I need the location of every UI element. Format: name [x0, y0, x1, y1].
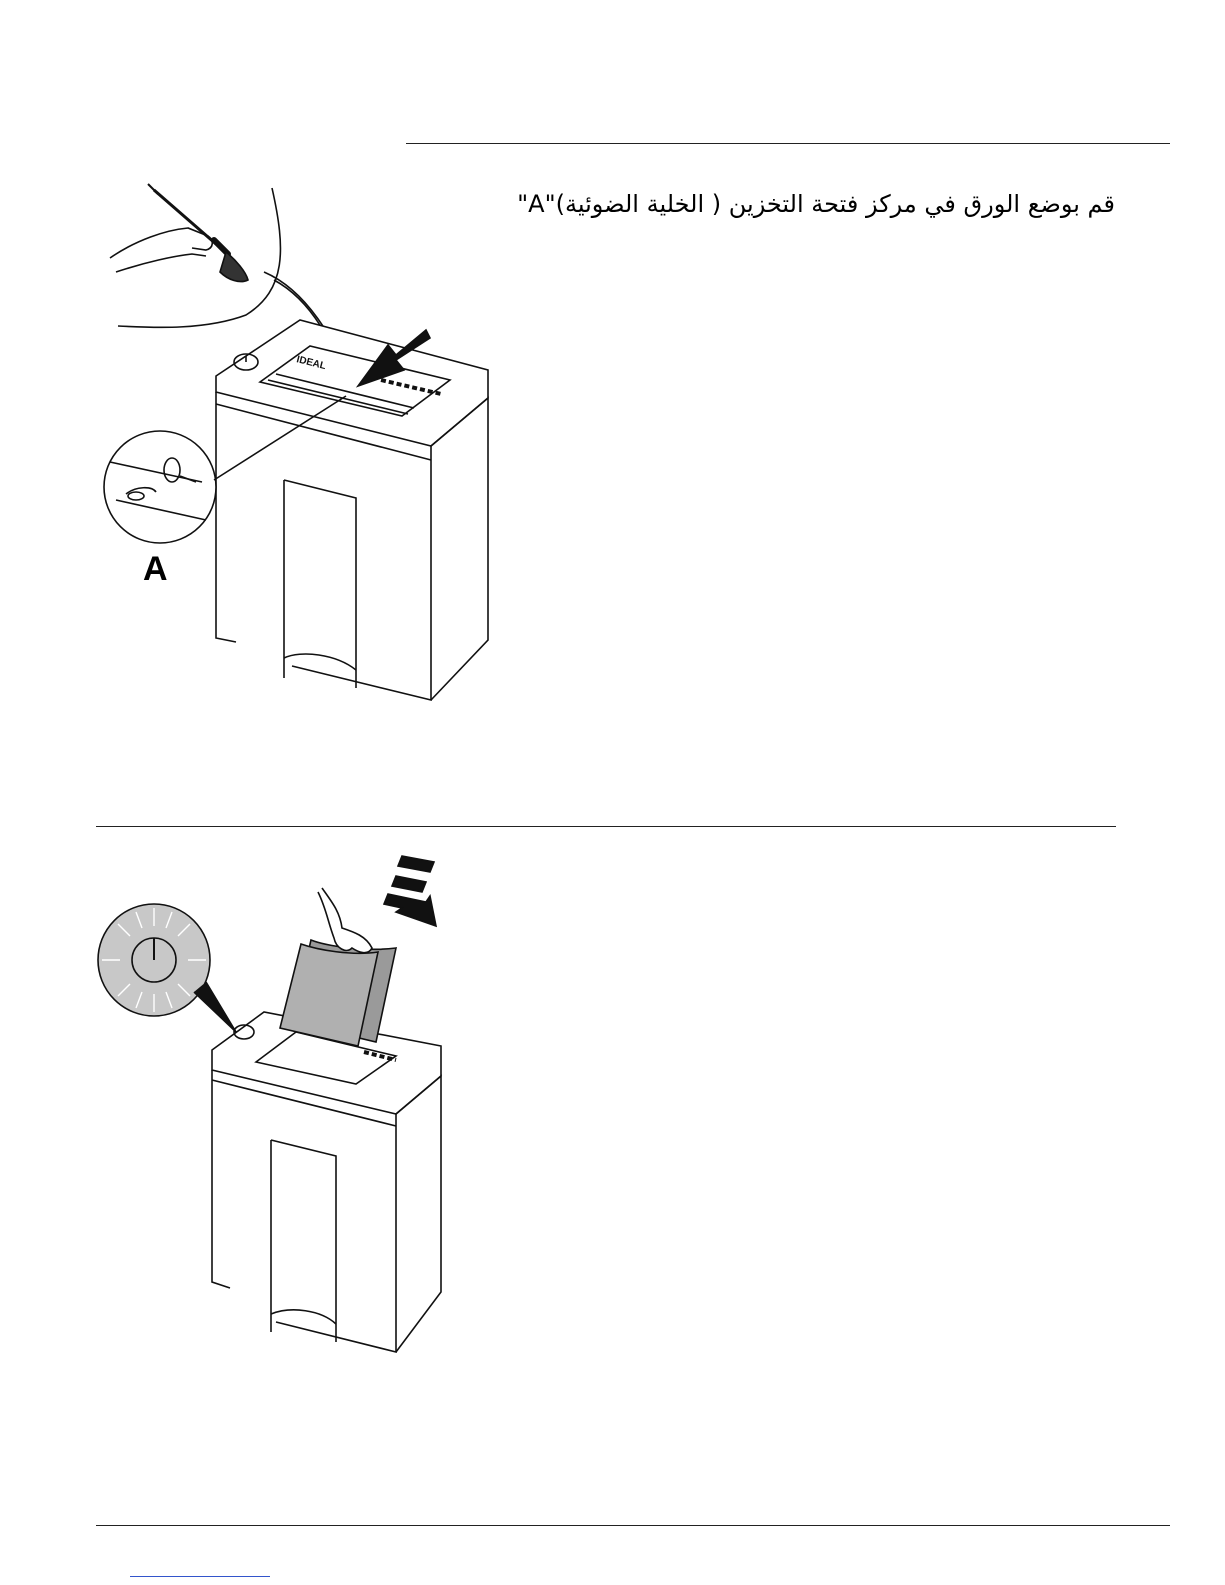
callout-label-a: A: [143, 550, 168, 588]
footer-link-underline[interactable]: [130, 1576, 270, 1577]
middle-divider: [96, 826, 1116, 827]
photo-cell-callout: [104, 396, 346, 543]
power-indicator-callout: [98, 904, 236, 1032]
step1-instruction: قم بوضع الورق في مركز فتحة التخزين ( الخلية الضوئية)"A": [517, 190, 1115, 218]
brand-logo-text: IDEAL: [295, 354, 328, 373]
bottom-divider: [96, 1525, 1170, 1526]
top-divider: [406, 143, 1170, 144]
shredder-body: [216, 320, 488, 700]
shredder-feeding-illustration: [96, 852, 456, 1372]
hand-icon: [318, 888, 372, 953]
shredder-cleaning-illustration: [96, 180, 516, 720]
shredder-body: [212, 1012, 441, 1352]
feed-arrow-icon: [384, 856, 436, 926]
hand-with-brush-icon: [110, 184, 248, 282]
